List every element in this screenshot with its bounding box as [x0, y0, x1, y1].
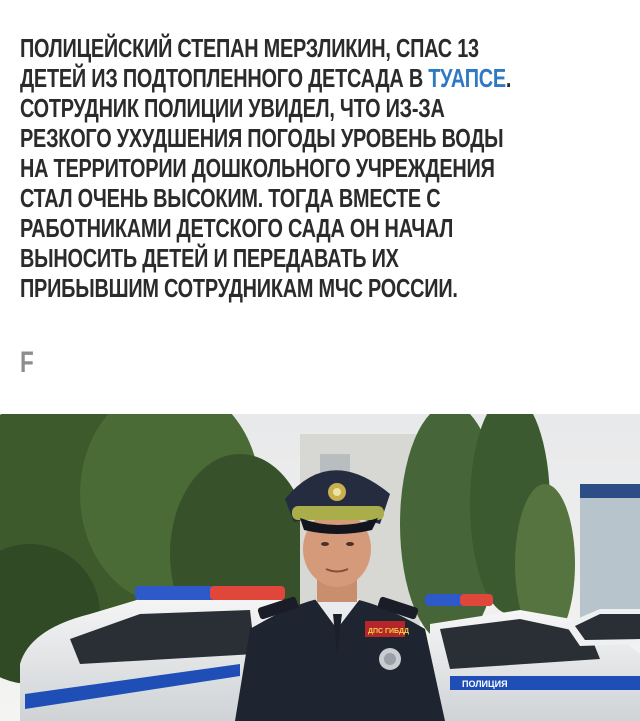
- source-letter: F: [20, 346, 34, 379]
- article-line-6: СТАЛ ОЧЕНЬ ВЫСОКИМ. ТОГДА ВМЕСТЕ С: [20, 185, 441, 213]
- article-line-9: ПРИБЫВШИМ СОТРУДНИКАМ МЧС РОССИИ.: [20, 275, 458, 303]
- article-line-1: ПОЛИЦЕЙСКИЙ СТЕПАН МЕРЗЛИКИН, СПАС 13: [20, 35, 479, 63]
- article-line-2: [20, 64, 621, 94]
- badge-text: ДПС ГИБДД: [368, 628, 410, 635]
- article-text: [20, 34, 621, 304]
- article-line-2-text: ДЕТЕЙ ИЗ ПОДТОПЛЕННОГО ДЕТСАДА В: [20, 65, 429, 93]
- policeman-photo: [0, 414, 640, 721]
- article-line-5: НА ТЕРРИТОРИИ ДОШКОЛЬНОГО УЧРЕЖДЕНИЯ: [20, 155, 495, 183]
- article-line-2-end: .: [505, 65, 512, 93]
- car-text: ПОЛИЦИЯ: [462, 679, 508, 689]
- article-line-3: СОТРУДНИК ПОЛИЦИИ УВИДЕЛ, ЧТО ИЗ-ЗА: [20, 95, 445, 123]
- article-line-8: ВЫНОСИТЬ ДЕТЕЙ И ПЕРЕДАВАТЬ ИХ: [20, 245, 399, 273]
- tuapse-link[interactable]: ТУАПСЕ: [428, 65, 506, 93]
- article-line-4: РЕЗКОГО УХУДШЕНИЯ ПОГОДЫ УРОВЕНЬ ВОДЫ: [20, 125, 504, 153]
- article-line-7: РАБОТНИКАМИ ДЕТСКОГО САДА ОН НАЧАЛ: [20, 215, 454, 243]
